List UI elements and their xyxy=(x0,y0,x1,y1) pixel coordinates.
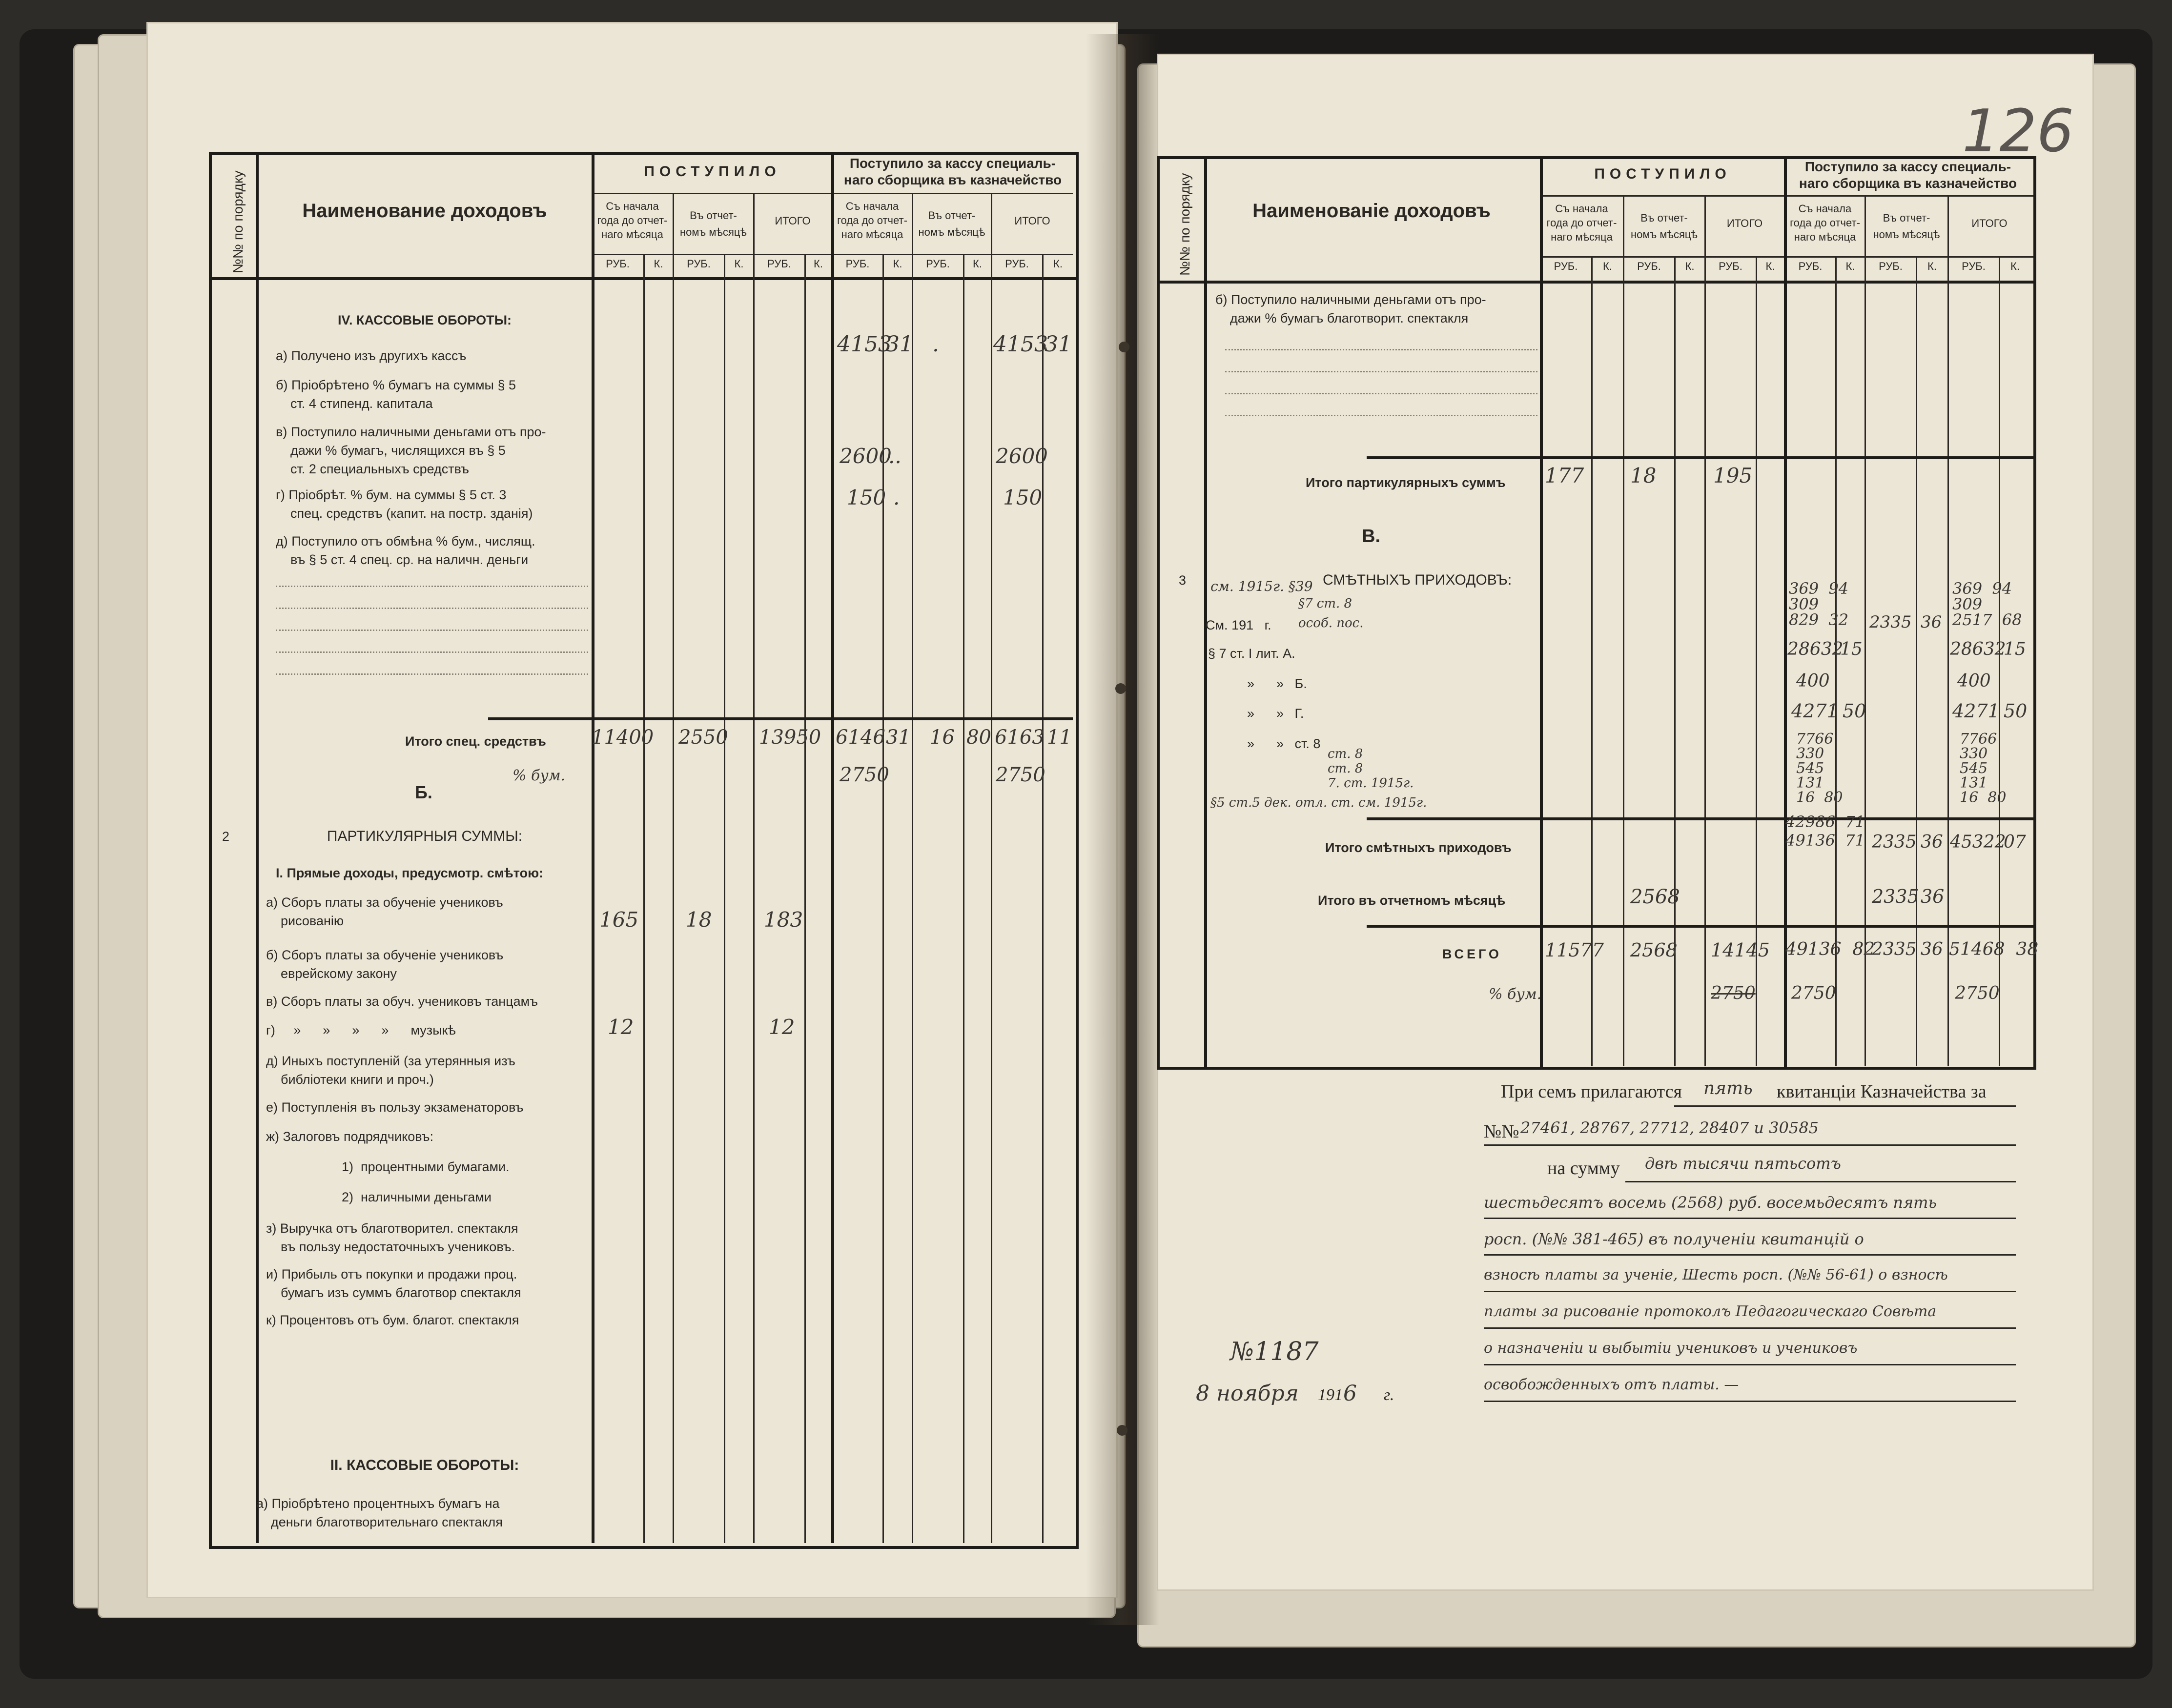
kop-label: К. xyxy=(1927,260,1937,272)
rub-label: РУБ. xyxy=(1879,260,1903,272)
hw-value: 165 xyxy=(599,908,639,932)
row-pi-label: и) Прибыль отъ покупки и продажи проц. бумагъ изъ суммъ благотвор спектакля xyxy=(266,1267,521,1300)
document-date: 8 ноября xyxy=(1196,1381,1299,1406)
hw-value: 12 xyxy=(769,1015,795,1039)
right-received-header: ПОСТУПИЛО xyxy=(1594,166,1731,182)
right-col-line xyxy=(1704,195,1706,1066)
row-pk-label: к) Процентовъ отъ бум. благот. спектакля xyxy=(266,1313,519,1327)
section-iv-heading: IV. КАССОВЫЕ ОБОРОТЫ: xyxy=(337,313,512,327)
row-b-label: б) Пріобрѣтено % бумагъ на суммы § 5 ст. 4 стипенд. капитала xyxy=(276,378,516,411)
section-ii-heading: II. КАССОВЫЕ ОБОРОТЫ: xyxy=(330,1457,519,1473)
hw-value: 80 xyxy=(966,726,991,749)
rule-line xyxy=(1484,1401,2016,1402)
hw-line: двѣ тысячи пятьсотъ xyxy=(1645,1154,1841,1173)
hw-line: о назначеніи и выбытіи учениковъ и учениковъ xyxy=(1484,1340,1858,1357)
rub-label: РУБ. xyxy=(1719,260,1742,272)
kop-label: К. xyxy=(2010,260,2020,272)
book-gutter xyxy=(1086,34,1159,1625)
right-sub-header-month: Въ отчет- номъ мѣсяцѣ xyxy=(1631,212,1698,241)
hw-value: 11400 xyxy=(592,726,654,749)
row-pe-label: е) Поступленія въ пользу экзаменаторовъ xyxy=(266,1100,524,1115)
hw-value: 2750 xyxy=(840,764,889,786)
hw-value: 2568 xyxy=(1630,939,1678,961)
hw-value: 36 xyxy=(1921,612,1942,632)
right-h-line xyxy=(1541,195,2033,197)
left-sub-header-total: ИТОГО xyxy=(775,215,811,227)
kop-label: К. xyxy=(1053,258,1063,270)
row-pd-label: д) Иныхъ поступленій (за утерянныя изъ библіотеки книги и проч.) xyxy=(266,1054,515,1087)
left-col-line xyxy=(804,254,806,1543)
left-received-header: ПОСТУПИЛО xyxy=(644,163,781,180)
rule-line xyxy=(1484,1291,2016,1292)
hw-value: 2335 xyxy=(1872,886,1919,907)
right-col-line xyxy=(1947,195,1949,1066)
hw-value: 50 xyxy=(2004,700,2028,722)
hw-value: 183 xyxy=(764,908,803,932)
hw-value-struck: 2750 xyxy=(1711,983,1756,1003)
hw-line: шестьдесятъ восемь (2568) руб. восемьдесятъ пять xyxy=(1484,1193,1937,1212)
hw-value: . xyxy=(932,332,939,357)
pct-bum-note: % бум. xyxy=(1489,986,1542,1003)
hw-value: 12 xyxy=(608,1015,634,1039)
row-iia-label: а) Пріобрѣтено процентныхъ бумагъ на деньги благотворительнаго спектакля xyxy=(256,1496,503,1529)
binding-hole xyxy=(1119,342,1129,352)
itogo-month-label: Итого въ отчетномъ мѣсяцѣ xyxy=(1318,893,1506,908)
hw-note: §7 ст. 8 xyxy=(1298,596,1352,611)
itogo-spec-label: Итого спец. средствъ xyxy=(405,734,546,749)
kop-label: К. xyxy=(734,258,744,270)
left-col-line xyxy=(673,193,674,1543)
hw-value: 2600 xyxy=(996,444,1048,468)
row-pg-label: г) » » » » музыкѣ xyxy=(266,1023,456,1037)
hw-value: 7766 330 545 131 16 80 xyxy=(1960,731,2007,806)
hw-value: .. xyxy=(888,444,902,468)
blank-line xyxy=(1225,371,1537,372)
blank-line xyxy=(276,673,588,675)
hw-value: 31 xyxy=(886,726,911,749)
hw-note: см. 1915г. §39 xyxy=(1210,578,1313,594)
nn-label: №№ xyxy=(1484,1121,1519,1142)
hw-value: 2550 xyxy=(678,726,728,749)
hw-value: 2335 xyxy=(1872,939,1917,959)
section-v-heading: В. xyxy=(1362,526,1380,547)
hw-value: 2600 xyxy=(840,444,892,468)
right-sub-header-start: Съ начала года до отчет- наго мѣсяца xyxy=(1546,203,1617,243)
hw-value: 4153 xyxy=(837,332,892,357)
left-sub-header-month-2: Въ отчет- номъ мѣсяцѣ xyxy=(918,209,985,238)
rule-line xyxy=(1484,1364,2016,1365)
smet-heading: СМѢТНЫХЪ ПРИХОДОВЪ: xyxy=(1323,572,1512,588)
rub-label: РУБ. xyxy=(1962,260,1986,272)
itogo-separator xyxy=(1367,456,2033,459)
rub-label: РУБ. xyxy=(926,258,950,270)
hw-value: 2750 xyxy=(996,764,1045,786)
left-no-column-header: №№ по порядку xyxy=(230,170,246,273)
left-col-line xyxy=(753,193,755,1543)
receipt-numbers: 27461, 28767, 27712, 28407 и 30585 xyxy=(1520,1118,1819,1137)
hw-value: 36 xyxy=(1921,832,1943,852)
rule-line xyxy=(1484,1144,2016,1146)
right-sub-header-start-2: Съ начала года до отчет- наго мѣсяца xyxy=(1790,203,1860,243)
attach-label: При семъ прилагаются xyxy=(1501,1081,1682,1102)
rule-line xyxy=(1484,1218,2016,1219)
rule-line xyxy=(1484,1254,2016,1256)
kop-label: К. xyxy=(1765,260,1775,272)
left-col-line xyxy=(963,254,964,1543)
hw-value: 51468 38 xyxy=(1949,939,2039,959)
document-year-suffix: г. xyxy=(1384,1386,1394,1404)
hw-value: 150 xyxy=(847,486,886,509)
left-name-column-header: Наименование доходовъ xyxy=(302,200,547,222)
right-sub-header-month-2: Въ отчет- номъ мѣсяцѣ xyxy=(1873,212,1940,241)
right-row-b-label: б) Поступило наличными деньгами отъ про- дажи % бумагъ благотворит. спектакля xyxy=(1215,292,1486,325)
blank-line xyxy=(276,608,588,609)
rub-label: РУБ. xyxy=(687,258,711,270)
partik-heading: ПАРТИКУЛЯРНЫЯ СУММЫ: xyxy=(327,828,523,844)
itogo-partik-label: Итого партикулярныхъ суммъ xyxy=(1306,475,1506,490)
left-sub-header-start: Съ начала года до отчет- наго мѣсяца xyxy=(597,200,668,241)
hw-value: 2335 xyxy=(1869,612,1912,632)
right-no-column-header: №№ по порядку xyxy=(1177,173,1192,276)
right-sub-header-total: ИТОГО xyxy=(1726,217,1763,229)
hw-value: 36 xyxy=(1921,939,1943,959)
hw-value: 49136 82 xyxy=(1785,939,1875,959)
kop-label: К. xyxy=(1845,260,1855,272)
rub-label: РУБ. xyxy=(845,258,870,270)
blank-line xyxy=(276,651,588,653)
hw-value: 4271 xyxy=(1791,700,1839,722)
page-number: 126 xyxy=(1962,98,2074,165)
section-b-heading: Б. xyxy=(415,782,432,802)
left-col-line xyxy=(912,193,913,1543)
left-col-line xyxy=(592,152,594,1543)
left-col-line xyxy=(991,193,992,1543)
right-col-line xyxy=(1540,156,1543,1067)
hw-value: 15 xyxy=(1840,639,1863,659)
hw-value: 2750 xyxy=(1791,983,1836,1003)
hw-value: 18 xyxy=(1630,464,1657,488)
kop-label: К. xyxy=(814,258,823,270)
hw-value: 400 xyxy=(1957,671,1991,691)
itogo-separator xyxy=(1367,925,2033,928)
rub-label: РУБ. xyxy=(1637,260,1661,272)
sm191-label: См. 191 г. xyxy=(1206,618,1271,632)
blank-line xyxy=(1225,415,1537,416)
hw-value: 2750 xyxy=(1955,983,2000,1003)
kop-label: К. xyxy=(1603,260,1612,272)
row-number-2: 2 xyxy=(222,829,230,844)
hw-value: 195 xyxy=(1713,464,1753,488)
hw-value: 31 xyxy=(1045,332,1072,357)
hw-value: 28632 xyxy=(1787,639,1844,659)
hw-line: росп. (№№ 381-465) въ полученіи квитанцій о xyxy=(1484,1230,1864,1248)
right-h-line xyxy=(1541,256,2033,258)
hw-value: 177 xyxy=(1545,464,1584,488)
na-summu-label: на сумму xyxy=(1547,1158,1620,1179)
hw-value: 45322 xyxy=(1950,832,2006,852)
rule-line xyxy=(1625,1181,2016,1182)
hw-value: 11 xyxy=(1047,726,1072,749)
hw-value: 31 xyxy=(886,332,913,357)
kop-label: К. xyxy=(973,258,982,270)
hw-value: 28632 xyxy=(1950,639,2006,659)
direct-income-heading: I. Прямые доходы, предусмотр. смѣтою: xyxy=(276,866,544,880)
hw-value: 15 xyxy=(2004,639,2026,659)
s7b-label: » » Б. xyxy=(1247,676,1307,691)
rule-line xyxy=(1484,1327,2016,1329)
row-d-label: д) Поступило отъ обмѣна % бум., числящ. въ § 5 ст. 4 спец. ср. на наличн. деньги xyxy=(276,534,535,567)
blank-line xyxy=(276,586,588,587)
s7g-label: » » Г. xyxy=(1247,706,1304,721)
kop-label: К. xyxy=(654,258,663,270)
blank-line xyxy=(1225,349,1537,350)
left-col-line xyxy=(831,152,834,1543)
left-h-line xyxy=(832,193,1073,194)
row-pzh1-label: 1) процентными бумагами. xyxy=(342,1159,510,1174)
left-sub-header-total-2: ИТОГО xyxy=(1014,215,1050,227)
rule-line xyxy=(1674,1105,2016,1107)
document-year-hw: 6 xyxy=(1343,1381,1357,1406)
hw-value: 2568 xyxy=(1630,886,1680,908)
row-pa-label: а) Сборъ платы за обученіе учениковъ рисованію xyxy=(266,895,503,928)
attach-label-2: квитанціи Казначейства за xyxy=(1777,1081,1987,1102)
left-sub-header-month: Въ отчет- номъ мѣсяцѣ xyxy=(680,209,747,238)
row-pzh2-label: 2) наличными деньгами xyxy=(342,1190,492,1204)
hw-value: 36 xyxy=(1921,886,1945,907)
row-g-label: г) Пріобрѣт. % бум. на суммы § 5 ст. 3 спец. средствъ (капит. на постр. зданія) xyxy=(276,488,533,521)
kop-label: К. xyxy=(1685,260,1695,272)
hw-value: 42986 71 49136 71 xyxy=(1785,813,1865,850)
s7-label: § 7 ст. I лит. А. xyxy=(1208,646,1295,661)
hw-value: 6146 xyxy=(836,726,885,749)
hw-value: 18 xyxy=(686,908,712,932)
row-pv-label: в) Сборъ платы за обуч. учениковъ танцамъ xyxy=(266,994,538,1009)
row-a-label: а) Получено изъ другихъ кассъ xyxy=(276,348,467,363)
s7st8-label: » » ст. 8 xyxy=(1247,736,1321,751)
document-number: №1187 xyxy=(1230,1337,1319,1366)
attach-count: пять xyxy=(1703,1078,1753,1098)
hw-value: 7766 330 545 131 16 80 xyxy=(1796,731,1843,806)
hw-note: особ. пос. xyxy=(1298,616,1364,630)
rub-label: РУБ. xyxy=(1554,260,1578,272)
itogo-separator xyxy=(1367,817,2033,820)
hw-value: 2335 xyxy=(1872,832,1917,852)
hw-value: 4153 xyxy=(993,332,1048,357)
hw-value: 369 94 309 829 32 xyxy=(1789,579,1849,629)
hw-value: 13950 xyxy=(759,726,821,749)
hw-note: §5 ст.5 дек. отл. ст. см. 1915г. xyxy=(1210,795,1427,810)
hw-value: 150 xyxy=(1003,486,1043,509)
left-col-line xyxy=(256,152,259,1543)
left-col-line xyxy=(643,254,645,1543)
itogo-smet-label: Итого смѣтныхъ приходовъ xyxy=(1325,840,1512,855)
blank-line xyxy=(276,630,588,631)
hw-value: 07 xyxy=(2004,832,2026,852)
blank-line xyxy=(1225,393,1537,394)
hw-line: платы за рисованіе протоколъ Педагогическаго Совѣта xyxy=(1484,1303,1937,1320)
left-treasury-header: Поступило за кассу специаль- наго сборщика въ казначейство xyxy=(843,156,1062,187)
hw-value: 50 xyxy=(1843,700,1866,722)
row-pz-label: з) Выручка отъ благотворител. спектакля въ пользу недостаточныхъ учениковъ. xyxy=(266,1221,518,1254)
hw-line: освобожденныхъ отъ платы. — xyxy=(1484,1376,1739,1393)
hw-value: 400 xyxy=(1796,671,1830,691)
kop-label: К. xyxy=(893,258,902,270)
right-treasury-header: Поступило за кассу специаль- наго сборщика въ казначейство xyxy=(1799,159,2017,191)
hw-value: 4271 xyxy=(1952,700,2000,722)
hw-value: 6163 xyxy=(995,726,1045,749)
binding-hole xyxy=(1117,1425,1127,1436)
hw-value: 16 xyxy=(930,726,955,749)
right-name-column-header: Наименованіе доходовъ xyxy=(1252,200,1491,222)
right-header-bottom xyxy=(1157,281,2033,284)
hw-value: 369 94 309 2517 68 xyxy=(1952,579,2022,629)
right-col-line xyxy=(1204,156,1207,1067)
pct-bum-note: % бум. xyxy=(512,767,566,784)
right-col-line xyxy=(1865,195,1866,1066)
rub-label: РУБ. xyxy=(767,258,791,270)
left-header-bottom xyxy=(209,277,1076,280)
left-sub-header-start-2: Съ начала года до отчет- наго мѣсяца xyxy=(837,200,907,241)
left-h-line xyxy=(593,193,832,194)
rub-label: РУБ. xyxy=(1005,258,1029,270)
right-sub-header-total-2: ИТОГО xyxy=(1971,217,2008,229)
rub-label: РУБ. xyxy=(1798,260,1823,272)
row-pzh-label: ж) Залоговъ подрядчиковъ: xyxy=(266,1129,434,1144)
row-v-label: в) Поступило наличными деньгами отъ про- дажи % бумагъ, числящихся въ § 5 ст. 2 специальныхъ средствъ xyxy=(276,425,546,476)
right-col-line xyxy=(1784,156,1787,1067)
row-pb-label: б) Сборъ платы за обученіе учениковъ еврейскому закону xyxy=(266,948,504,981)
itogo-separator xyxy=(488,717,1073,720)
row-number-3: 3 xyxy=(1179,573,1187,588)
binding-hole xyxy=(1115,683,1126,694)
hw-line: взносѣ платы за ученіе, Шесть росп. (№№ 56-61) о взносѣ xyxy=(1484,1266,1948,1283)
left-col-line xyxy=(724,254,725,1543)
rub-label: РУБ. xyxy=(606,258,630,270)
hw-value: . xyxy=(893,486,900,509)
document-year-print: 191 xyxy=(1318,1386,1343,1404)
vsego-label: ВСЕГО xyxy=(1442,947,1502,961)
hw-value: 14145 xyxy=(1711,939,1770,961)
hw-value: 11577 xyxy=(1545,939,1604,961)
hw-note: ст. 8 ст. 8 7. ст. 1915г. xyxy=(1328,747,1414,791)
right-col-line xyxy=(1623,195,1624,1066)
